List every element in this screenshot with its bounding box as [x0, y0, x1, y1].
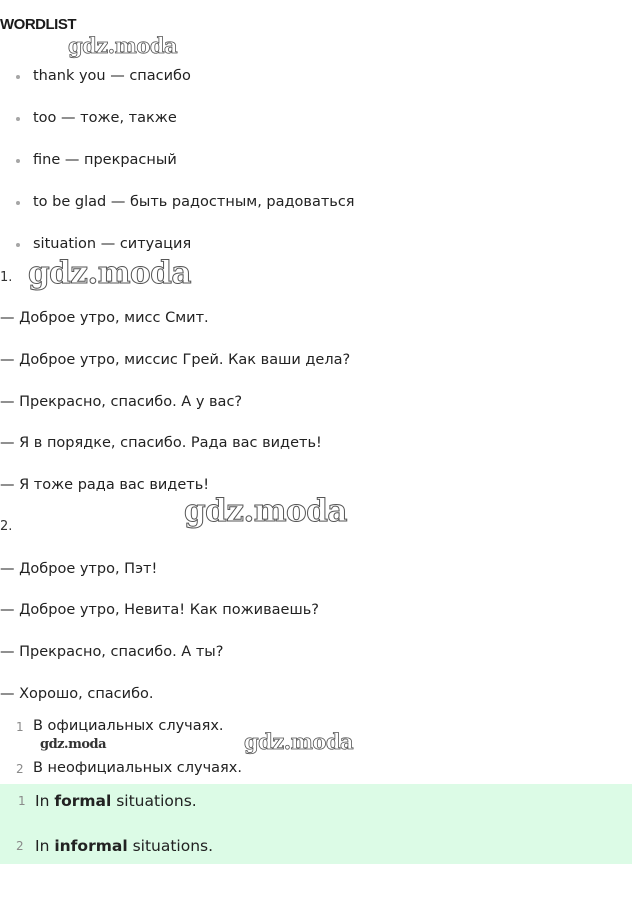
dialog-line: — Доброе утро, Невита! Как поживаешь? [0, 602, 319, 618]
answer-text-suffix: situations. [127, 837, 214, 855]
wordlist-item: situation — ситуация [33, 236, 192, 252]
answer-text [35, 792, 197, 810]
list-item: В официальных случаях. [33, 718, 224, 734]
dialog-line: — Я в порядке, спасибо. Рада вас видеть! [0, 435, 322, 451]
dialog-line: — Прекрасно, спасибо. А у вас? [0, 394, 243, 410]
dialog-line: — Доброе утро, мисс Смит. [0, 310, 209, 326]
dialog-line: — Хорошо, спасибо. [0, 686, 154, 702]
dialog-number: 2. [0, 519, 13, 534]
wordlist-heading: WORDLIST [0, 16, 76, 33]
dialog-line: — Я тоже рада вас видеть! [0, 477, 210, 493]
bullet-icon [16, 201, 20, 205]
wordlist-item: to be glad — быть радостным, радоваться [33, 194, 355, 210]
dialog-number: 1. [0, 270, 13, 285]
bullet-icon [16, 243, 20, 247]
bullet-icon [16, 75, 20, 79]
watermark-logo: gdz.moda [40, 737, 107, 752]
watermark-logo: gdz.moda [244, 729, 354, 754]
answer-number: 1 [18, 794, 26, 808]
wordlist-item: too — тоже, также [33, 110, 177, 126]
watermark-logo: gdz.moda [184, 493, 347, 529]
watermark-logo: gdz.moda [68, 33, 178, 58]
list-number: 2 [16, 762, 24, 776]
dialog-line: — Доброе утро, миссис Грей. Как ваши дела? [0, 352, 351, 368]
answer-text-prefix: In [35, 792, 55, 810]
answer-text [35, 837, 213, 855]
bullet-icon [16, 117, 20, 121]
dialog-line: — Доброе утро, Пэт! [0, 561, 158, 577]
bullet-icon [16, 159, 20, 163]
answer-number: 2 [16, 839, 24, 853]
answer-text-suffix: situations. [111, 792, 197, 810]
watermark-logo: gdz.moda [28, 255, 191, 291]
answer-keyword: informal [54, 837, 128, 855]
answer-text-prefix: In [35, 837, 55, 855]
list-item: В неофициальных случаях. [33, 760, 242, 776]
dialog-line: — Прекрасно, спасибо. А ты? [0, 644, 224, 660]
wordlist-item: fine — прекрасный [33, 152, 177, 168]
wordlist-item: thank you — спасибо [33, 68, 191, 84]
answer-keyword: formal [54, 792, 112, 810]
list-number: 1 [16, 720, 24, 734]
